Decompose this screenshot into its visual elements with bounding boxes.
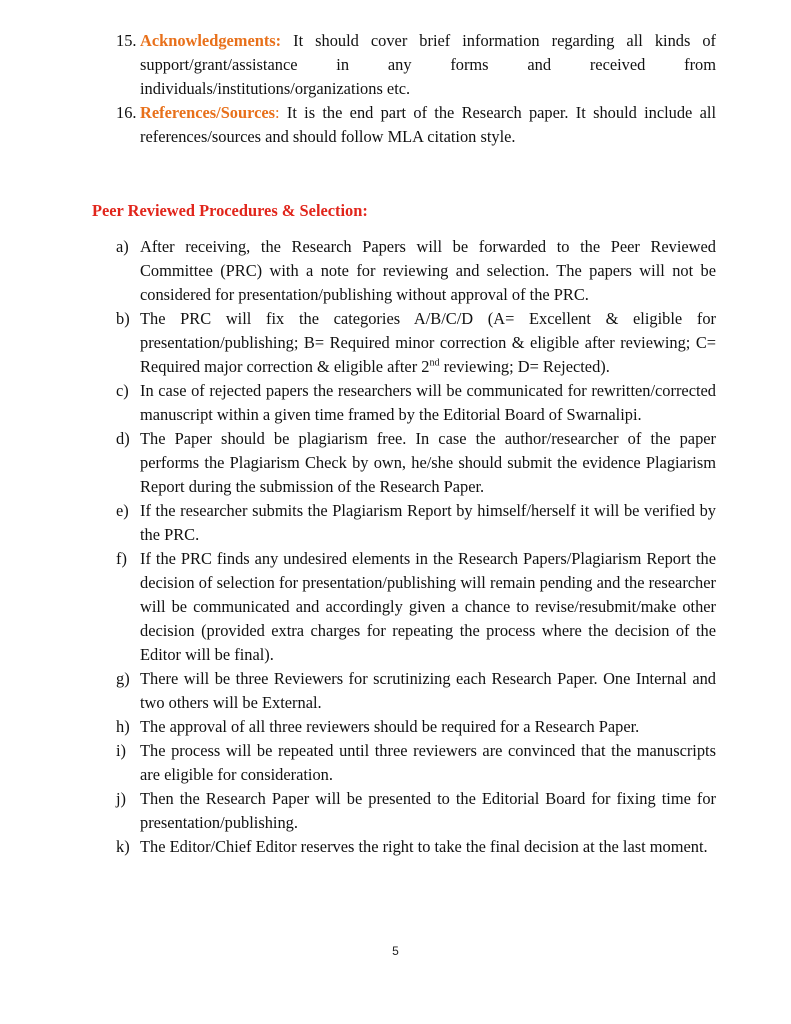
procedure-item-a (116, 235, 716, 307)
procedure-item-k (116, 835, 716, 859)
procedure-item-i (116, 739, 716, 787)
item-number: 15. (116, 31, 137, 50)
section-heading: Peer Reviewed Procedures & Selection: (92, 201, 368, 220)
item-heading-acknowledgements: Acknowledgements: (140, 31, 282, 50)
item-text: There will be three Reviewers for scrutinizing each Research Paper. One Internal and two others will be External. (140, 669, 716, 712)
item-letter: e) (116, 501, 129, 520)
item-text: The approval of all three reviewers should be required for a Research Paper. (140, 717, 640, 736)
item-letter: d) (116, 429, 130, 448)
item-text: The PRC will fix the categories A/B/C/D (A= Excellent & eligible for presentation/publishing; B= Required minor correction & eligible after reviewing; C= Required major correction & eligible after 2 (140, 309, 716, 376)
procedure-item-f (116, 547, 716, 667)
item-text: The Editor/Chief Editor reserves the right to take the final decision at the last moment. (140, 837, 708, 856)
item-text: In case of rejected papers the researchers will be communicated for rewritten/corrected manuscript within a given time framed by the Editorial Board of Swarnalipi. (140, 381, 716, 424)
procedure-item-e (116, 499, 716, 547)
item-letter: f) (116, 549, 127, 568)
item-heading-references: References/Sources (140, 103, 276, 122)
item-letter: a) (116, 237, 129, 256)
item-text: If the PRC finds any undesired elements in the Research Papers/Plagiarism Report the decision of selection for presentation/publishing will remain pending and the researcher will be communicated and accordingly given a chance to revise/resubmit/make other decision (provided extra charges for repeating the process where the decision of the Editor will be final). (140, 549, 716, 664)
item-text: The Paper should be plagiarism free. In case the author/researcher of the paper performs the Plagiarism Check by own, he/she should submit the evidence Plagiarism Report during the submission of the Research Paper. (140, 429, 716, 496)
item-letter: c) (116, 381, 129, 400)
item-heading-colon: : (275, 103, 280, 122)
item-text: It is the end part of the Research paper. It should include all references/sources and should follow MLA citation style. (140, 103, 716, 146)
numbered-list (116, 29, 716, 149)
item-text-continued: reviewing; D= Rejected). (439, 357, 610, 376)
procedure-item-j (116, 787, 716, 835)
procedure-item-h (116, 715, 716, 739)
procedure-item-d (116, 427, 716, 499)
item-letter: j) (116, 789, 127, 808)
procedure-item-g (116, 667, 716, 715)
procedure-item-c (116, 379, 716, 427)
item-text: If the researcher submits the Plagiarism Report by himself/herself it will be verified by the PRC. (140, 501, 716, 544)
page-number: 5 (392, 944, 399, 958)
item-letter: b) (116, 309, 130, 328)
item-letter: g) (116, 669, 130, 688)
item-text: It should cover brief information regarding all kinds of support/grant/assistance in any forms and received from individuals/institutions/organizations etc. (140, 31, 716, 98)
item-text: After receiving, the Research Papers will be forwarded to the Peer Reviewed Committee (PRC) with a note for reviewing and selection. The papers will not be considered for presentation/publishing without approval of the PRC. (140, 237, 716, 304)
item-letter: k) (116, 837, 130, 856)
procedures-list (116, 235, 716, 859)
item-letter: h) (116, 717, 130, 736)
ordinal-superscript: nd (429, 357, 440, 369)
item-number: 16. (116, 103, 137, 122)
item-text: The process will be repeated until three reviewers are convinced that the manuscripts are eligible for consideration. (140, 741, 716, 784)
list-item-references (116, 101, 716, 149)
item-letter: i) (116, 741, 127, 760)
procedure-item-b (116, 307, 716, 379)
list-item-acknowledgements (116, 29, 716, 101)
item-text: Then the Research Paper will be presented to the Editorial Board for fixing time for presentation/publishing. (140, 789, 716, 832)
